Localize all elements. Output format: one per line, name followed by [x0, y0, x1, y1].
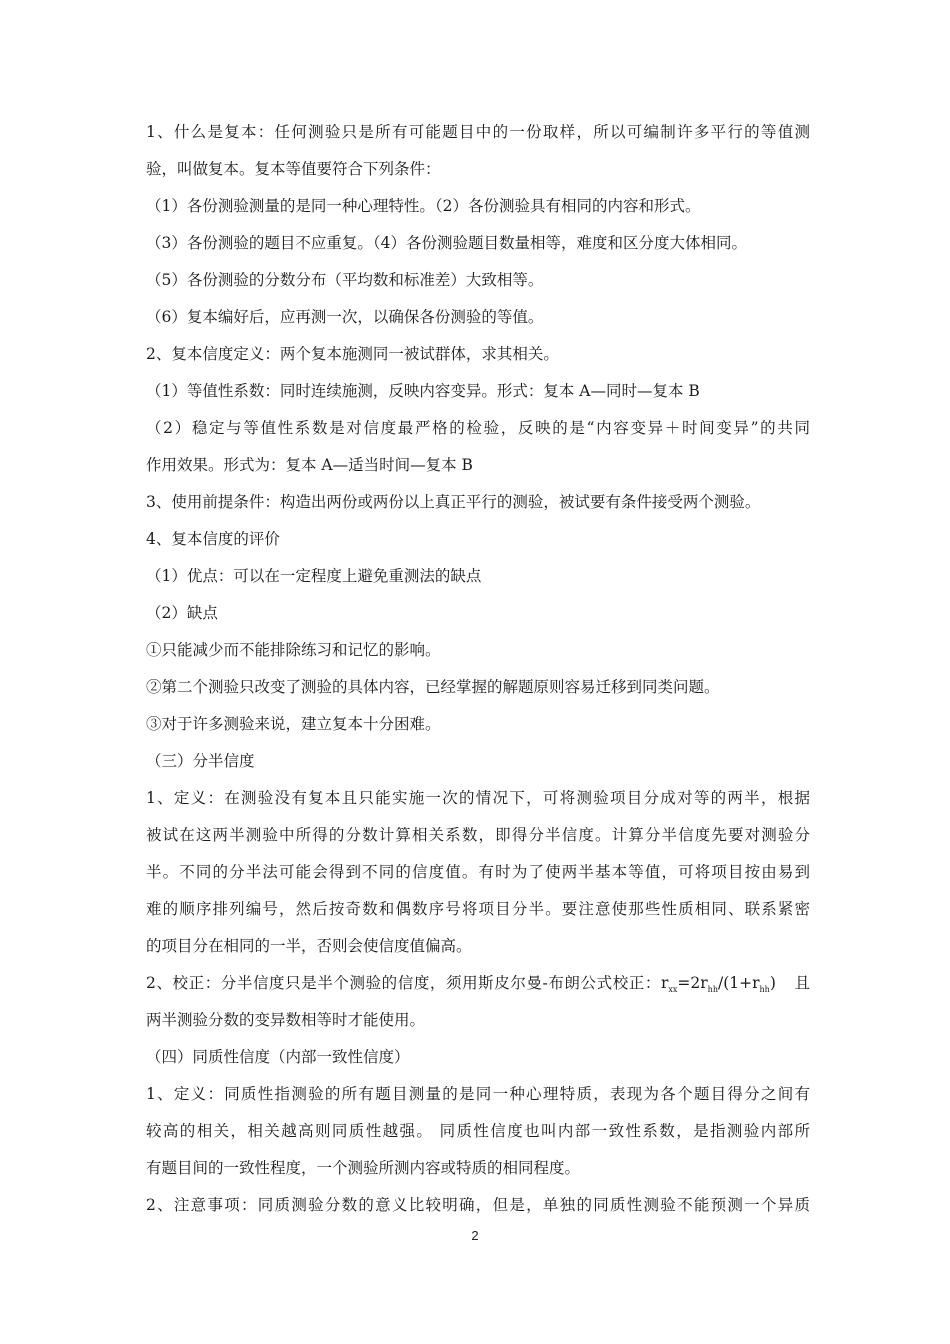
- text-line: 较高的相关，相关越高则同质性越强。 同质性信度也叫内部一致性系数，是指测验内部所: [146, 1122, 810, 1140]
- text-line: （1）等值性系数：同时连续施测，反映内容变异。形式：复本 A—同时—复本 B: [146, 382, 700, 400]
- text-line: 两半测验分数的变异数相等时才能使用。: [146, 1011, 426, 1029]
- text-line: （5）各份测验的分数分布（平均数和标准差）大致相等。: [146, 271, 544, 289]
- text-line: 作用效果。形式为：复本 A—适当时间—复本 B: [146, 456, 473, 474]
- text-line: （三）分半信度: [146, 752, 255, 770]
- text-line: ①只能减少而不能排除练习和记忆的影响。: [146, 641, 441, 659]
- text-line: （1）各份测验测量的是同一种心理特性。（2）各份测验具有相同的内容和形式。: [146, 197, 701, 215]
- text-line: （6）复本编好后，应再测一次，以确保各份测验的等值。: [146, 308, 544, 326]
- text-line: 半。不同的分半法可能会得到不同的信度值。有时为了使两半基本等值，可将项目按由易到: [146, 863, 810, 881]
- text-line: （四）同质性信度（内部一致性信度）: [146, 1048, 410, 1066]
- text-line: （2）稳定与等值性系数是对信度最严格的检验，反映的是“内容变异＋时间变异”的共同: [146, 419, 810, 437]
- text-line: ②第二个测验只改变了测验的具体内容，已经掌握的解题原则容易迁移到同类问题。: [146, 678, 720, 696]
- formula-close: ): [769, 974, 776, 992]
- text-line: 4、复本信度的评价: [146, 530, 280, 548]
- formula-sub-xx: xx: [668, 985, 678, 994]
- text-line: 1、定义：同质性指测验的所有题目测量的是同一种心理特质，表现为各个题目得分之间有: [146, 1085, 810, 1103]
- formula-r: r: [660, 974, 669, 992]
- document-body: [146, 114, 810, 1224]
- formula-sub-hh-1: hh: [707, 985, 718, 994]
- text-line: 2、注意事项：同质测验分数的意义比较明确，但是，单独的同质性测验不能预测一个异质: [146, 1196, 810, 1214]
- text-line: （1）优点：可以在一定程度上避免重测法的缺点: [146, 567, 482, 585]
- paragraph-block-1: [146, 114, 810, 965]
- paragraph-block-2: [146, 1002, 810, 1224]
- formula-mid: =2r: [677, 974, 708, 992]
- page-number: 2: [471, 1228, 479, 1243]
- formula-mid2: /(1+r: [717, 974, 760, 992]
- text-line: （3）各份测验的题目不应重复。（4）各份测验题目数量相等，难度和区分度大体相同。: [146, 234, 747, 252]
- text-line: （2）缺点: [146, 604, 218, 622]
- text-line: 2、复本信度定义：两个复本施测同一被试群体，求其相关。: [146, 345, 559, 363]
- text-line: 被试在这两半测验中所得的分数计算相关系数，即得分半信度。计算分半信度先要对测验分: [146, 826, 810, 844]
- text-line: ③对于许多测验来说，建立复本十分困难。: [146, 715, 441, 733]
- text-line: 3、使用前提条件：构造出两份或两份以上真正平行的测验，被试要有条件接受两个测验。: [146, 493, 761, 511]
- formula-prefix: 2、校正：分半信度只是半个测验的信度，须用斯皮尔曼-布朗公式校正：: [146, 974, 661, 992]
- text-line: 1、什么是复本：任何测验只是所有可能题目中的一份取样，所以可编制许多平行的等值测: [146, 123, 810, 141]
- text-line: 1、定义：在测验没有复本且只能实施一次的情况下，可将测验项目分成对等的两半，根据: [146, 789, 810, 807]
- text-line: 难的顺序排列编号，然后按奇数和偶数序号将项目分半。要注意使那些性质相同、联系紧密: [146, 900, 810, 918]
- text-line: 验，叫做复本。复本等值要符合下列条件：: [146, 160, 441, 178]
- formula-sub-hh-2: hh: [759, 985, 770, 994]
- text-line: 有题目间的一致性程度，一个测验所测内容或特质的相同程度。: [146, 1159, 581, 1177]
- text-line: 的项目分在相同的一半，否则会使信度值偏高。: [146, 937, 472, 955]
- formula-suffix: 且: [793, 974, 810, 992]
- formula-line: [146, 965, 810, 1002]
